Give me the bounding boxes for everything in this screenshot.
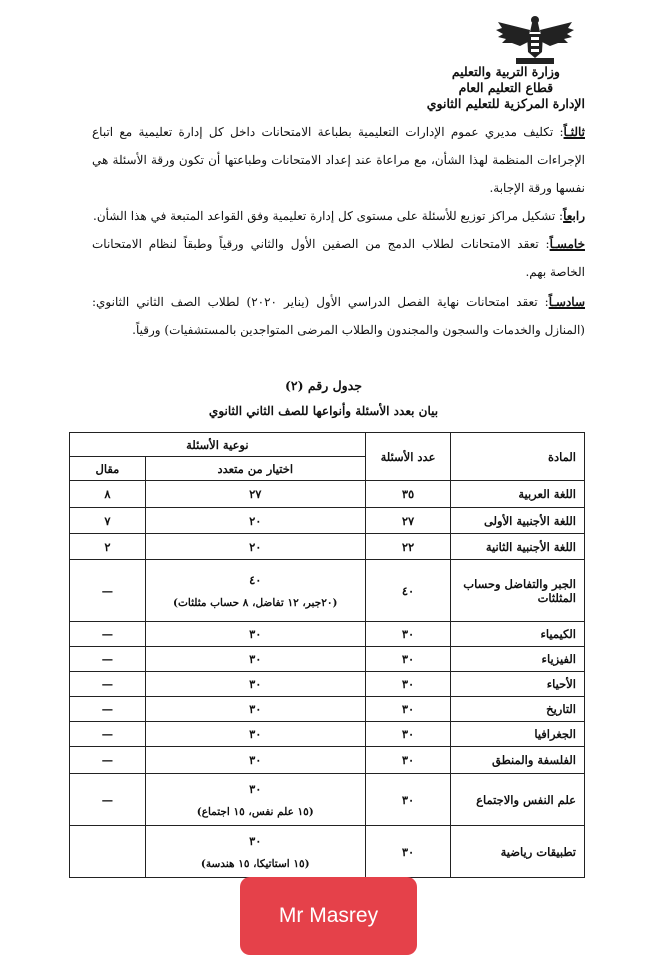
paragraph-fifth	[92, 230, 585, 286]
header-essay: مقال	[70, 457, 146, 481]
cell-essay: —	[70, 560, 146, 622]
cell-mcq-value: ٣٠	[249, 833, 262, 848]
header-mcq: اختيار من متعدد	[145, 457, 365, 481]
cell-count: ٣٠	[365, 826, 451, 878]
table-number-title: جدول رقم (٢)	[285, 378, 362, 393]
ministry-header	[427, 64, 585, 112]
cell-subject: الفلسفة والمنطق	[451, 747, 585, 774]
cell-mcq: ٣٠	[145, 697, 365, 722]
cell-essay: —	[70, 747, 146, 774]
table-row	[70, 697, 585, 722]
table-row	[70, 774, 585, 826]
paragraph-label: خامسـاً	[549, 237, 585, 251]
paragraph-text: : تشكيل مراكز توزيع للأسئلة على مستوى كل إدارة تعليمية وفق القواعد المتبعة في هذا الشأن.	[93, 209, 564, 223]
table-row	[70, 647, 585, 672]
cell-mcq-value: ٤٠	[249, 572, 262, 587]
cell-count: ٣٠	[365, 747, 451, 774]
cell-essay: —	[70, 774, 146, 826]
watermark-badge: Mr Masrey	[240, 877, 417, 955]
cell-count: ٣٥	[365, 481, 451, 508]
cell-mcq: ٢٠	[145, 508, 365, 534]
cell-mcq-value: ٣٠	[249, 781, 262, 796]
cell-subject: اللغة العربية	[451, 481, 585, 508]
cell-subject: الجبر والتفاضل وحساب المثلثات	[451, 560, 585, 622]
paragraph-label: سادسـاً	[548, 295, 585, 309]
cell-mcq	[145, 560, 365, 622]
cell-mcq: ٢٠	[145, 534, 365, 560]
cell-count: ٣٠	[365, 672, 451, 697]
table-row	[70, 747, 585, 774]
paragraph-text: : تعقد الامتحانات لطلاب الدمج من الصفين الأول والثاني ورقياً وطبقاً لنظام الامتحانات الخاصة بهم.	[92, 237, 585, 279]
paragraph-text: : تكليف مديري عموم الإدارات التعليمية بطباعة الامتحانات داخل كل إدارة تعليمية مع اتباع الإجراءات المنظمة لهذا الشأن، مع مراعاة عند إعداد الامتحانات وطباعتها أن تكون ورقة الأسئلة هي نفسها ورقة الإجابة.	[92, 125, 585, 195]
paragraph-label: رابعاً	[563, 209, 585, 223]
cell-subject: تطبيقات رياضية	[451, 826, 585, 878]
cell-mcq: ٢٧	[145, 481, 365, 508]
header-ministry: وزارة التربية والتعليم	[451, 64, 560, 79]
cell-mcq: ٣٠	[145, 647, 365, 672]
cell-mcq-note: (٢٠جبر، ١٢ تفاضل، ٨ حساب مثلثات)	[173, 596, 338, 609]
table-row	[70, 722, 585, 747]
cell-subject: الأحياء	[451, 672, 585, 697]
cell-count: ٢٢	[365, 534, 451, 560]
header-department: الإدارة المركزية للتعليم الثانوي	[426, 96, 585, 111]
cell-subject: الجغرافيا	[451, 722, 585, 747]
cell-essay: ٧	[70, 508, 146, 534]
table-row	[70, 560, 585, 622]
cell-mcq: ٣٠	[145, 747, 365, 774]
cell-count: ٣٠	[365, 774, 451, 826]
cell-mcq-note: (١٥ استاتيكا، ١٥ هندسة)	[200, 857, 310, 870]
header-subject: المادة	[451, 433, 585, 481]
cell-essay	[70, 826, 146, 878]
paragraph-label: ثالثـاً	[563, 125, 585, 139]
paragraph-text: : تعقد امتحانات نهاية الفصل الدراسي الأول (يناير ٢٠٢٠) لطلاب الصف الثاني الثانوي: (المنازل والخدمات والسجون والمجندون والطلاب المرضى المتواجدين بالمستشفيات) ورقياً.	[92, 295, 585, 337]
cell-mcq: ٣٠	[145, 622, 365, 647]
cell-subject: علم النفس والاجتماع	[451, 774, 585, 826]
cell-essay: ٨	[70, 481, 146, 508]
cell-count: ٢٧	[365, 508, 451, 534]
cell-subject: الفيزياء	[451, 647, 585, 672]
table-row	[70, 826, 585, 878]
cell-subject: اللغة الأجنبية الثانية	[451, 534, 585, 560]
table-row	[70, 508, 585, 534]
cell-subject: اللغة الأجنبية الأولى	[451, 508, 585, 534]
cell-count: ٣٠	[365, 647, 451, 672]
cell-mcq: ٣٠	[145, 672, 365, 697]
cell-count: ٣٠	[365, 622, 451, 647]
cell-count: ٣٠	[365, 697, 451, 722]
cell-essay: —	[70, 622, 146, 647]
table-row	[70, 622, 585, 647]
eagle-emblem-icon	[494, 12, 576, 70]
paragraph-third	[92, 118, 585, 202]
cell-subject: التاريخ	[451, 697, 585, 722]
cell-subject: الكيمياء	[451, 622, 585, 647]
cell-essay: —	[70, 697, 146, 722]
paragraph-fourth	[92, 202, 585, 230]
cell-mcq: ٣٠	[145, 722, 365, 747]
cell-essay: —	[70, 647, 146, 672]
header-sector: قطاع التعليم العام	[458, 80, 554, 95]
table-row	[70, 672, 585, 697]
header-count: عدد الأسئلة	[365, 433, 451, 481]
cell-mcq-note: (١٥ علم نفس، ١٥ اجتماع)	[196, 805, 314, 818]
paragraph-sixth	[92, 288, 585, 344]
questions-table	[69, 432, 585, 878]
cell-mcq	[145, 774, 365, 826]
cell-mcq	[145, 826, 365, 878]
table-row	[70, 534, 585, 560]
cell-essay: ٢	[70, 534, 146, 560]
table-caption: بيان بعدد الأسئلة وأنواعها للصف الثاني الثانوي	[208, 404, 439, 418]
cell-essay: —	[70, 722, 146, 747]
header-types: نوعية الأسئلة	[70, 433, 366, 457]
table-row	[70, 481, 585, 508]
cell-essay: —	[70, 672, 146, 697]
cell-count: ٣٠	[365, 722, 451, 747]
cell-count: ٤٠	[365, 560, 451, 622]
